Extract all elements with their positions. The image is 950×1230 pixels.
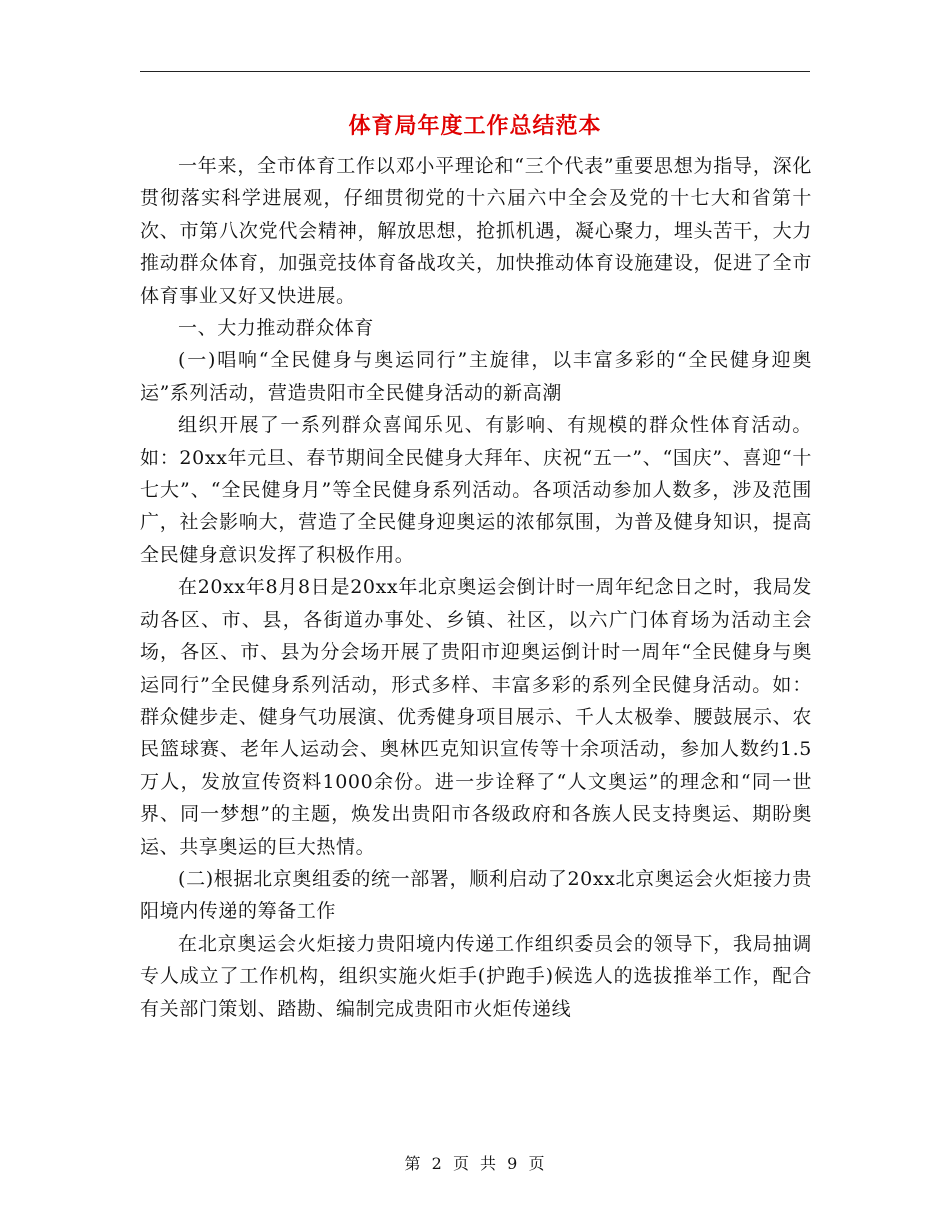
section-heading-1: 一、大力推动群众体育 <box>178 317 375 340</box>
subsection-heading-1: (一)唱响“全民健身与奥运同行”主旋律，以丰富多彩的“全民健身迎奥运”系列活动，营造贵阳市全民健身活动的新高潮 <box>140 349 812 404</box>
document-body <box>140 150 812 1025</box>
header-rule <box>140 71 810 72</box>
subsection-heading-2: (二)根据北京奥组委的统一部署，顺利启动了20xx北京奥运会火炬接力贵阳境内传递的筹备工作 <box>140 867 812 923</box>
footer-prefix: 第 <box>404 1154 422 1173</box>
document-title: 体育局年度工作总结范本 <box>348 113 602 139</box>
paragraph-torch-relay: 在北京奥运会火炬接力贵阳境内传递工作组织委员会的领导下，我局抽调专人成立了工作机构，组织实施火炬手(护跑手)候选人的选拔推举工作，配合有关部门策划、踏勘、编制完成贵阳市火炬传递线 <box>140 932 812 1020</box>
page-footer <box>0 1154 950 1174</box>
footer-total-pages: 9 <box>507 1154 519 1173</box>
footer-page-number: 2 <box>431 1154 443 1173</box>
footer-total-unit: 页 <box>528 1154 546 1173</box>
paragraph-activities: 组织开展了一系列群众喜闻乐见、有影响、有规模的群众性体育活动。如：20xx年元旦、春节期间全民健身大拜年、庆祝“五一”、“国庆”、喜迎“十七大”、“全民健身月”等全民健身系列活动。各项活动参加人数多，涉及范围广，社会影响大，营造了全民健身迎奥运的浓郁氛围，为普及健身知识，提高全民健身意识发挥了积极作用。 <box>140 414 812 566</box>
paragraph-countdown: 在20xx年8月8日是20xx年北京奥运会倒计时一周年纪念日之时，我局发动各区、市、县，各街道办事处、乡镇、社区，以六广门体育场为活动主会场，各区、市、县为分会场开展了贵阳市迎奥运倒计时一周年“全民健身与奥运同行”全民健身系列活动，形式多样、丰富多彩的系列全民健身活动。如：群众健步走、健身气功展演、优秀健身项目展示、千人太极拳、腰鼓展示、农民篮球赛、老年人运动会、奥林匹克知识宣传等十余项活动，参加人数约1.5万人，发放宣传资料1000余份。进一步诠释了“人文奥运”的理念和“同一世界、同一梦想”的主题，焕发出贵阳市各级政府和各族人民支持奥运、期盼奥运、共享奥运的巨大热情。 <box>140 576 812 858</box>
footer-total-prefix: 共 <box>480 1154 498 1173</box>
footer-page-unit: 页 <box>452 1154 470 1173</box>
paragraph-intro: 一年来，全市体育工作以邓小平理论和“三个代表”重要思想为指导，深化贯彻落实科学进展观，仔细贯彻党的十六届六中全会及党的十七大和省第十次、市第八次党代会精神，解放思想，抢抓机遇，凝心聚力，埋头苦干，大力推动群众体育，加强竞技体育备战攻关，加快推动体育设施建设，促进了全市体育事业又好又快进展。 <box>140 155 812 307</box>
